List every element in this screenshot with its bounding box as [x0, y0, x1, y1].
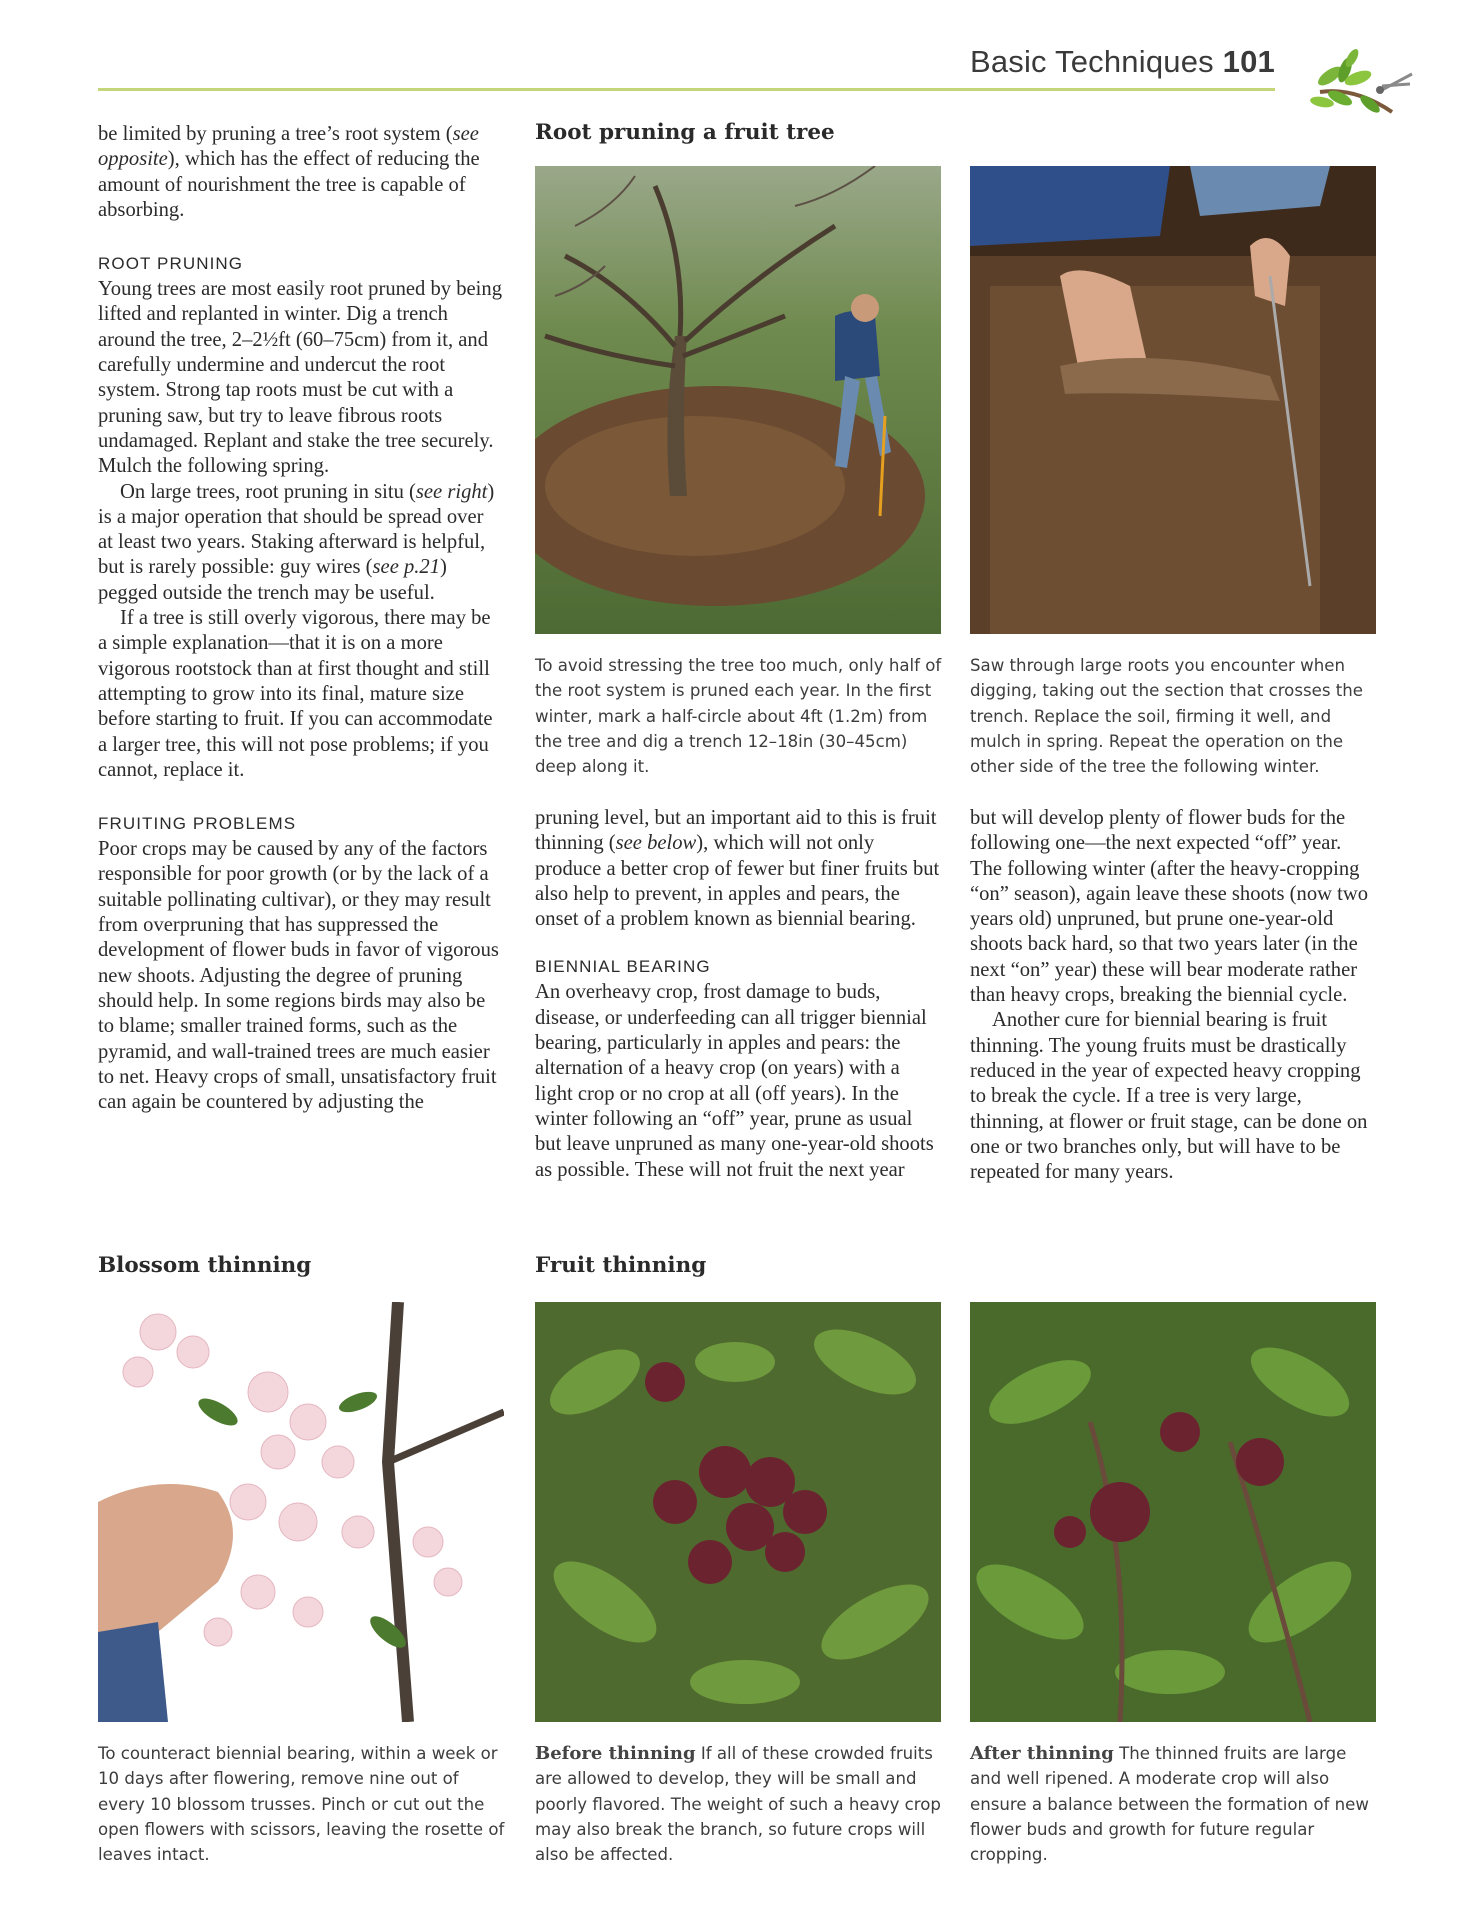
fruiting-problems-heading: FRUITING PROBLEMS	[98, 814, 297, 834]
blossom-thinning-photo	[98, 1302, 504, 1722]
biennial-bearing-heading: BIENNIAL BEARING	[535, 957, 711, 977]
orchard-trench-photo	[535, 166, 941, 634]
before-thinning-caption: Before thinning If all of these crowded fruits are allowed to develop, they will be small and poorly flavored. The weight of such a heavy crop may also break the branch, so future crops will also be affected.	[535, 1743, 941, 1865]
biennial-bearing-paragraph: but will develop plenty of flower buds for the following one—the next expected “off” year. The following winter (after the heavy-cropping “on” season), again leave these shoots (now two years old) unpruned, but prune one-year-old shoots back hard, so that two years later (in the next “on” year) these will bear moderate rather than heavy crops, breaking the biennial cycle.	[970, 807, 1369, 1007]
after-thinning-caption: After thinning The thinned fruits are large and well ripened. A moderate crop will also ensure a balance between the formation of new flower buds and growth for future regular cropping.	[970, 1743, 1369, 1865]
biennial-bearing-paragraph: Another cure for biennial bearing is fruit thinning. The young fruits must be drastically reduced in the year of expected heavy cropping to break the cycle. If a tree is very large, thinning, at flower or fruit stage, can be done on one or two branches only, but will have to be repeated for many years.	[970, 1009, 1368, 1184]
root-pruning-caption-right: Saw through large roots you encounter when digging, taking out the section that crosses the trench. Replace the soil, firming it well, and mulch in spring. Repeat the operation on the other side of the tree the following winter.	[970, 656, 1363, 777]
blossom-thinning-caption: To counteract biennial bearing, within a week or 10 days after flowering, remove nine out of every 10 blossom trusses. Pinch or cut out the open flowers with scissors, leaving the rosette of leaves intact.	[98, 1744, 505, 1865]
intro-paragraph: be limited by pruning a tree’s root system (see opposite), which has the effect of reducing the amount of nourishment the tree is capable of absorbing.	[98, 123, 480, 221]
cross-reference: see opposite	[98, 123, 479, 171]
caption-lead: After thinning	[970, 1743, 1114, 1764]
root-pruning-heading: ROOT PRUNING	[98, 254, 244, 274]
root-sawing-photo	[970, 166, 1376, 634]
column-middle	[535, 806, 940, 1183]
fruiting-problems-paragraph: Poor crops may be caused by any of the factors responsible for poor growth (or by the lack of a suitable pollinating cultivar), or they may result from overpruning that has suppressed the development of flower buds in favor of vigorous new shoots. Adjusting the degree of pruning should help. In some regions birds may also be to blame; smaller trained forms, such as the pyramid, and wall-trained trees are much easier to net. Heavy crops of small, unsatisfactory fruit can again be countered by adjusting the	[98, 838, 499, 1114]
blossom-thinning-heading: Blossom thinning	[98, 1253, 312, 1278]
root-pruning-paragraph: If a tree is still overly vigorous, there may be a simple explanation—that it is on a more vigorous rootstock than at first thought and still attempting to grow into its final, mature size before starting to fruit. If you can accommodate a larger tree, this will not pose problems; if you cannot, replace it.	[98, 607, 493, 781]
after-thinning-photo	[970, 1302, 1376, 1722]
cross-reference: see below	[615, 832, 697, 855]
running-head	[970, 44, 1275, 80]
caption-lead: Before thinning	[535, 1743, 696, 1764]
before-thinning-photo	[535, 1302, 941, 1722]
root-pruning-paragraph: On large trees, root pruning in situ (see right) is a major operation that should be spread over at least two years. Staking afterward is helpful, but is rarely possible: guy wires (see p.21) pegged outside the trench may be useful.	[98, 480, 495, 604]
fruit-thinning-heading: Fruit thinning	[535, 1253, 707, 1278]
biennial-bearing-paragraph: An overheavy crop, frost damage to buds, disease, or underfeeding can all trigger biennial bearing, particularly in apples and pears: the alternation of a heavy crop (on years) with a light crop or no crop at all (off years). In the winter following an “off” year, prune as usual but leave unpruned as many one-year-old shoots as possible. These will not fruit the next year	[535, 981, 934, 1181]
cross-reference: see p.21	[372, 556, 441, 579]
root-pruning-caption-left: To avoid stressing the tree too much, only half of the root system is pruned each year. In the first winter, mark a half-circle about 4ft (1.2m) from the tree and dig a trench 12–18in (30–45cm) deep along it.	[535, 656, 942, 777]
section-title: Basic Techniques	[969, 44, 1214, 79]
leafy-branch-with-pruning-shears-icon	[1300, 32, 1420, 124]
cross-reference: see right	[415, 480, 488, 503]
page-number: 101	[1222, 44, 1275, 79]
root-pruning-paragraph: Young trees are most easily root pruned by being lifted and replanted in winter. Dig a trench around the tree, 2–2½ft (60–75cm) from it, and carefully undermine and undercut the root system. Strong tap roots must be cut with a pruning saw, but try to leave fibrous roots undamaged. Replant and stake the tree securely. Mulch the following spring.	[98, 278, 502, 478]
column-right	[970, 806, 1375, 1185]
column-left	[98, 122, 503, 1115]
fruit-thinning-intro-paragraph: pruning level, but an important aid to this is fruit thinning (see below), which will not only produce a better crop of fewer but finer fruits but also help to prevent, in apples and pears, the onset of a problem known as biennial bearing.	[535, 807, 940, 931]
header-rule	[98, 88, 1275, 91]
root-pruning-section-heading: Root pruning a fruit tree	[535, 120, 835, 145]
